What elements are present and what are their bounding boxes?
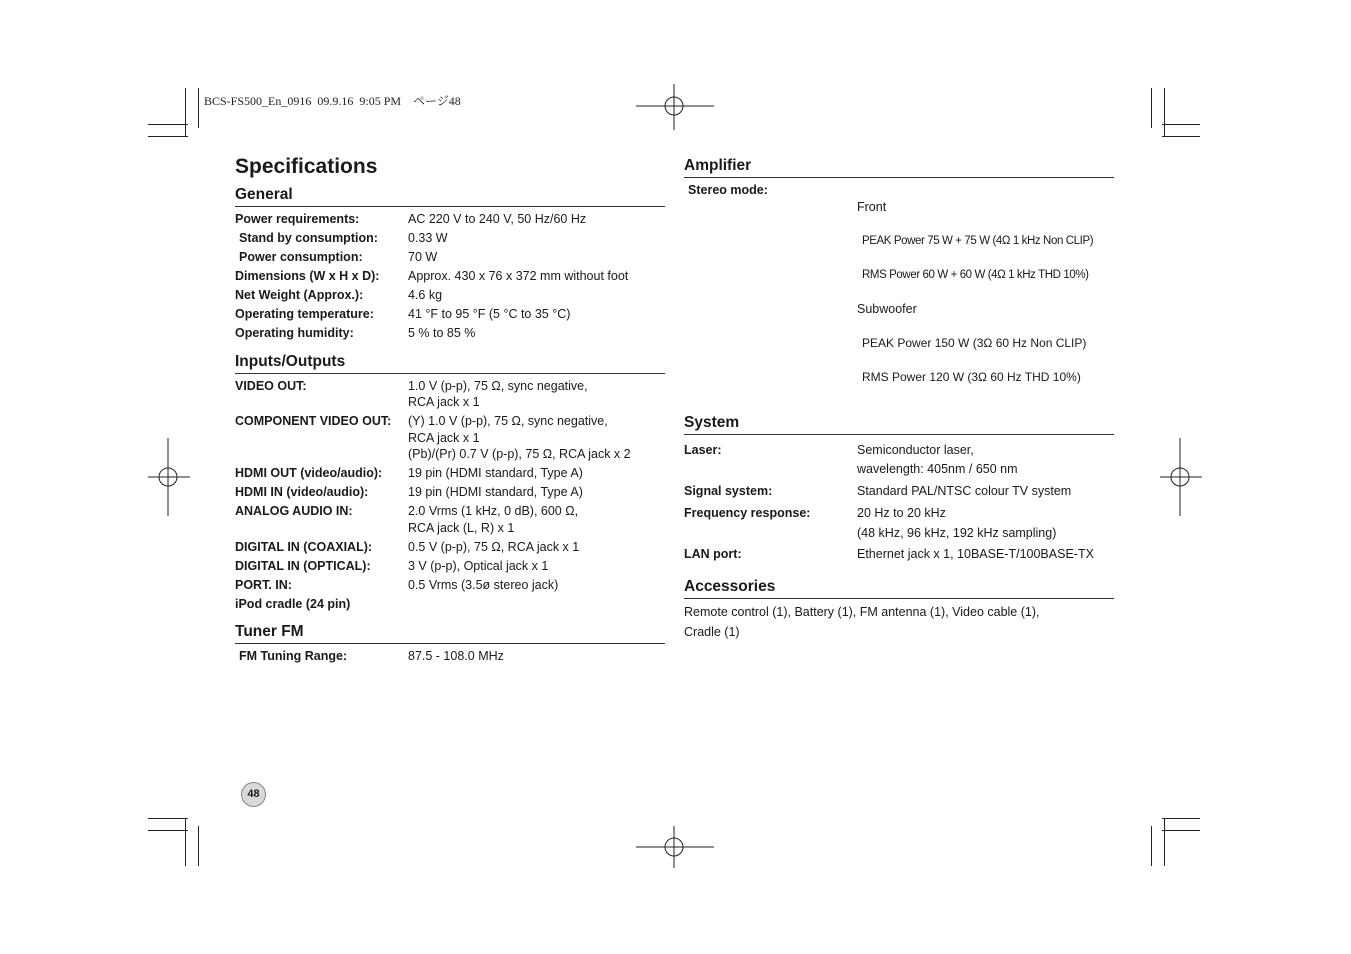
registration-mark-icon (1160, 438, 1202, 516)
section-heading: General (235, 186, 665, 207)
spec-row (235, 306, 665, 323)
crop-mark (198, 826, 199, 866)
crop-mark (1151, 826, 1152, 866)
left-column (235, 186, 665, 667)
spec-value: 3 V (p-p), Optical jack x 1 (408, 558, 549, 573)
system-section (684, 414, 1114, 564)
spec-label: Dimensions (W x H x D): (235, 269, 380, 283)
spec-label: Operating temperature: (235, 307, 374, 321)
spec-value: Approx. 430 x 76 x 372 mm without foot (408, 269, 629, 283)
spec-value: 19 pin (HDMI standard, Type A) (408, 466, 583, 480)
general-section (235, 186, 665, 342)
spec-value: 4.6 kg (408, 288, 443, 302)
spec-value: 20 Hz to 20 kHz (48 kHz, 96 kHz, 192 kHz sampling) (857, 506, 1057, 540)
amplifier-section (684, 157, 1114, 403)
registration-mark-icon (148, 438, 190, 516)
spec-label: Net Weight (Approx.): (235, 288, 364, 302)
crop-mark (1162, 136, 1200, 137)
spec-label: Stereo mode: (688, 183, 768, 197)
crop-mark (185, 88, 186, 136)
spec-row (235, 211, 665, 228)
spec-label: DIGITAL IN (COAXIAL): (235, 539, 373, 554)
spec-label: Signal system: (684, 484, 773, 498)
crop-mark (198, 88, 199, 128)
spec-label: COMPONENT VIDEO OUT: (235, 414, 392, 428)
crop-mark (1162, 818, 1200, 819)
spec-value: 0.33 W (408, 231, 448, 245)
spec-label: HDMI IN (video/audio): (235, 485, 369, 499)
spec-value: 1.0 V (p-p), 75 Ω, sync negative, RCA jack x 1 (408, 378, 588, 409)
spec-row (684, 441, 1114, 479)
crop-mark (1164, 818, 1165, 866)
spec-row (235, 287, 665, 304)
section-heading: Tuner FM (235, 623, 665, 644)
spec-label: PORT. IN: (235, 577, 292, 592)
section-heading: Accessories (684, 578, 1114, 599)
spec-value: (Y) 1.0 V (p-p), 75 Ω, sync negative, RCA jack x 1 (Pb)/(Pr) 0.7 V (p-p), 75 Ω, RCA jack x 2 (408, 414, 631, 461)
inputs-outputs-section (235, 353, 665, 613)
spec-value: 87.5 - 108.0 MHz (408, 649, 504, 663)
spec-row (235, 577, 665, 594)
spec-row (235, 558, 665, 575)
printer-slug: BCS-FS500_En_0916 09.9.16 9:05 PM ページ48 (204, 94, 461, 108)
spec-label: Operating humidity: (235, 326, 354, 340)
spec-value: 70 W (408, 250, 438, 264)
amp-sub-label: Subwoofer (857, 302, 917, 316)
registration-mark-icon (636, 84, 714, 130)
spec-value: 5 % to 85 % (408, 326, 476, 340)
spec-row (235, 648, 665, 665)
spec-value: AC 220 V to 240 V, 50 Hz/60 Hz (408, 212, 587, 226)
registration-mark-icon (636, 826, 714, 868)
amplifier-values (857, 182, 1114, 403)
crop-mark (1162, 830, 1200, 831)
spec-row (235, 596, 665, 613)
page-number: 48 (241, 782, 266, 807)
crop-mark (185, 818, 186, 866)
spec-row (684, 482, 1114, 501)
spec-value: 19 pin (HDMI standard, Type A) (408, 485, 583, 499)
amp-front-peak: PEAK Power 75 W + 75 W (4Ω 1 kHz Non CLIP) (862, 235, 1094, 247)
crop-mark (148, 136, 188, 137)
spec-row (235, 230, 665, 247)
spec-value: 0.5 Vrms (3.5ø stereo jack) (408, 577, 559, 592)
spec-value: Standard PAL/NTSC colour TV system (857, 484, 1072, 498)
crop-mark (148, 830, 188, 831)
spec-row (235, 249, 665, 266)
spec-value (408, 596, 665, 613)
spec-value: Ethernet jack x 1, 10BASE-T/100BASE-TX (857, 547, 1094, 561)
spec-row (235, 503, 665, 536)
spec-label: iPod cradle (24 pin) (235, 596, 351, 611)
spec-label: Power requirements: (235, 212, 360, 226)
spec-value: 0.5 V (p-p), 75 Ω, RCA jack x 1 (408, 539, 580, 554)
spec-row (684, 503, 1114, 543)
accessories-text: Remote control (1), Battery (1), FM antenna (1), Video cable (1), Cradle (1) (684, 605, 1040, 639)
spec-row (235, 325, 665, 342)
page-title: Specifications (235, 155, 378, 178)
spec-row (235, 539, 665, 556)
right-column (684, 157, 1114, 642)
spec-row (684, 544, 1114, 564)
spec-label: ANALOG AUDIO IN: (235, 504, 353, 518)
spec-label: Power consumption: (239, 250, 363, 264)
spec-row (235, 413, 665, 463)
spec-row (235, 465, 665, 482)
spec-row (235, 484, 665, 501)
amp-front-rms: RMS Power 60 W + 60 W (4Ω 1 kHz THD 10%) (862, 269, 1089, 281)
section-heading: Inputs/Outputs (235, 353, 665, 374)
spec-label: DIGITAL IN (OPTICAL): (235, 558, 371, 573)
crop-mark (1162, 124, 1200, 125)
spec-label: Frequency response: (684, 506, 811, 520)
spec-label: VIDEO OUT: (235, 378, 307, 393)
spec-label: HDMI OUT (video/audio): (235, 466, 383, 480)
spec-label: FM Tuning Range: (239, 649, 348, 663)
spec-row (684, 182, 1114, 403)
spec-label: LAN port: (684, 547, 742, 561)
crop-mark (148, 818, 188, 819)
spec-row (235, 378, 665, 411)
amp-sub-rms: RMS Power 120 W (3Ω 60 Hz THD 10%) (862, 370, 1081, 384)
spec-label: Stand by consumption: (239, 231, 378, 245)
spec-value: 41 °F to 95 °F (5 °C to 35 °C) (408, 307, 571, 321)
amp-sub-peak: PEAK Power 150 W (3Ω 60 Hz Non CLIP) (862, 336, 1087, 350)
amp-front-label: Front (857, 200, 887, 214)
spec-value: 2.0 Vrms (1 kHz, 0 dB), 600 Ω, RCA jack (L, R) x 1 (408, 504, 579, 535)
section-heading: Amplifier (684, 157, 1114, 178)
crop-mark (148, 124, 188, 125)
spec-row (235, 268, 665, 285)
section-heading: System (684, 414, 1114, 435)
crop-mark (1151, 88, 1152, 128)
accessories-section (684, 578, 1114, 642)
spec-label: Laser: (684, 443, 722, 457)
spec-value: Semiconductor laser, wavelength: 405nm / 650 nm (857, 443, 1018, 476)
tuner-fm-section (235, 623, 665, 665)
crop-mark (1164, 88, 1165, 136)
